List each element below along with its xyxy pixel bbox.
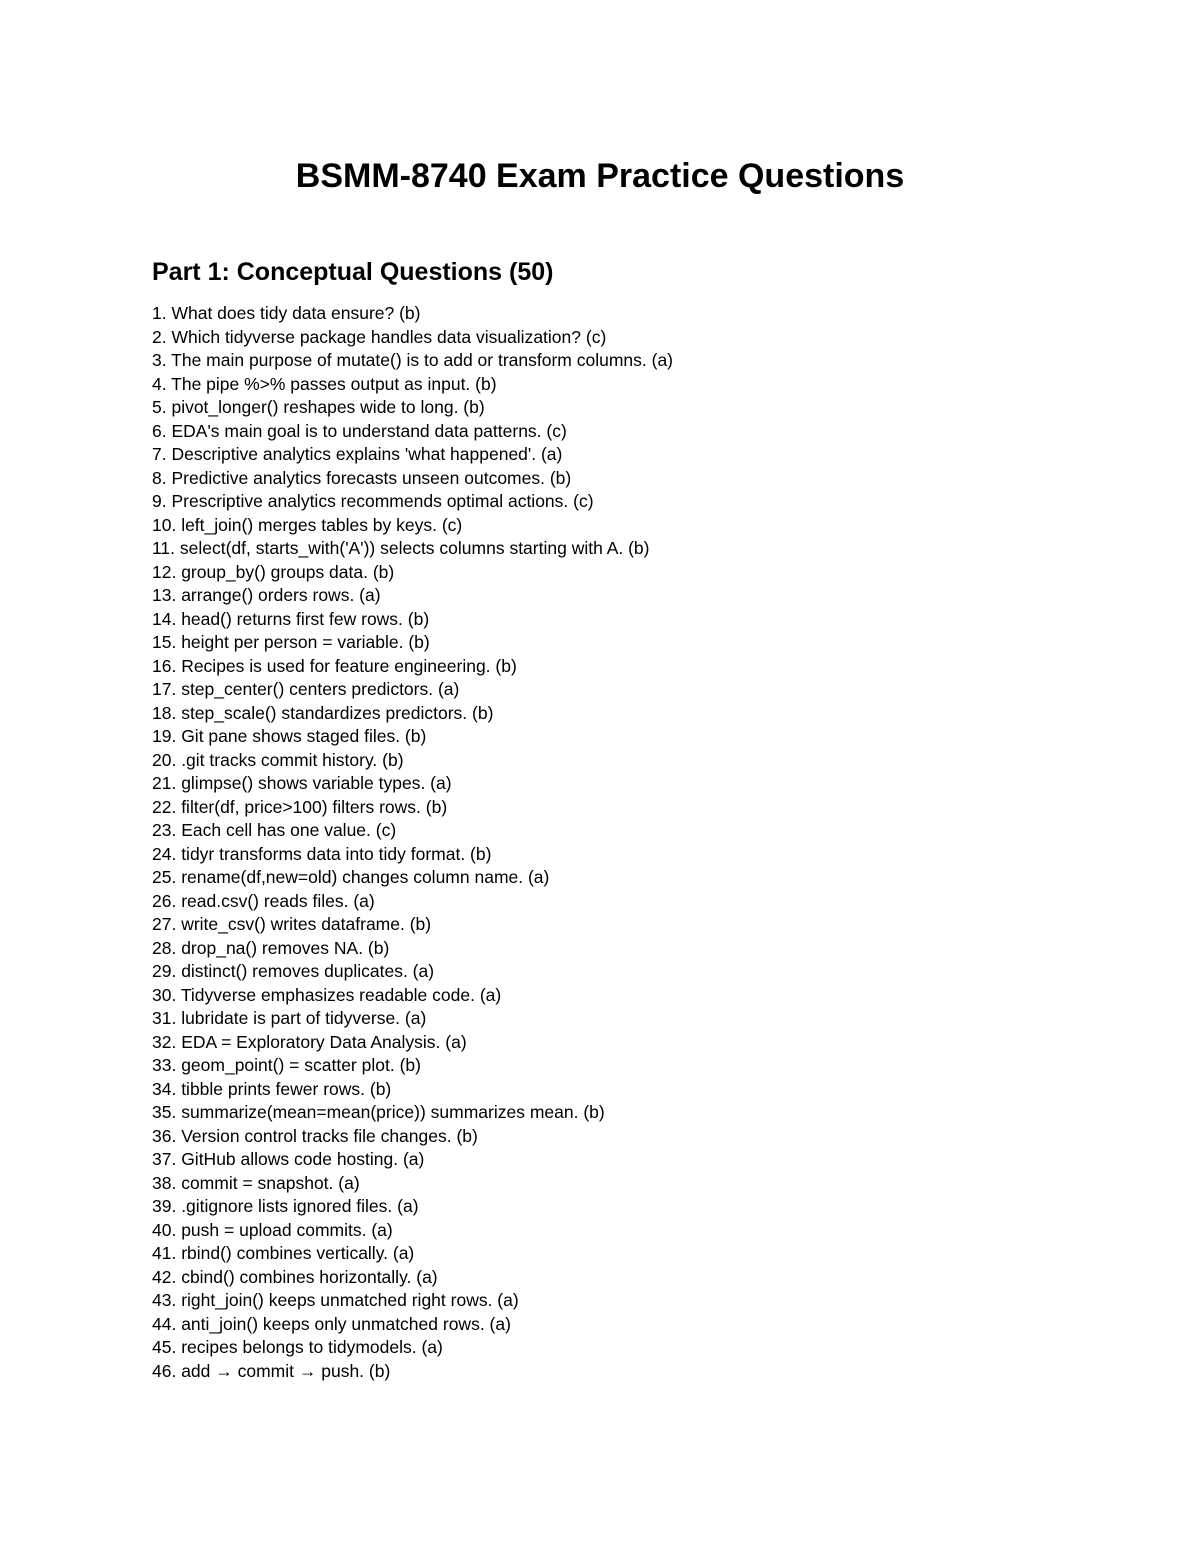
question-item: 18. step_scale() standardizes predictors. (b) [152,702,494,723]
question-item: 40. push = upload commits. (a) [152,1219,393,1240]
question-item: 17. step_center() centers predictors. (a) [152,679,460,699]
question-item: 1. What does tidy data ensure? (b) [152,303,421,323]
question-item: 24. tidyr transforms data into tidy format. (b) [152,843,492,864]
question-item: 45. recipes belongs to tidymodels. (a) [152,1337,443,1357]
question-item: 2. Which tidyverse package handles data visualization? (c) [152,326,607,347]
question-item: 44. anti_join() keeps only unmatched rows. (a) [152,1313,511,1334]
question-item: 6. EDA's main goal is to understand data patterns. (c) [152,420,567,441]
question-item: 42. cbind() combines horizontally. (a) [152,1266,438,1287]
question-item: 10. left_join() merges tables by keys. (c) [152,514,463,535]
question-item: 29. distinct() removes duplicates. (a) [152,961,435,981]
question-item: 11. select(df, starts_with('A')) selects columns starting with A. (b) [152,538,650,558]
question-item: 32. EDA = Exploratory Data Analysis. (a) [152,1031,467,1052]
question-item: 37. GitHub allows code hosting. (a) [152,1149,425,1169]
question-item: 5. pivot_longer() reshapes wide to long. (b) [152,397,485,417]
question-item: 28. drop_na() removes NA. (b) [152,937,390,958]
question-item: 41. rbind() combines vertically. (a) [152,1243,415,1263]
question-item: 31. lubridate is part of tidyverse. (a) [152,1008,427,1028]
question-item: 38. commit = snapshot. (a) [152,1172,360,1193]
question-item: 8. Predictive analytics forecasts unseen outcomes. (b) [152,467,572,488]
section-heading: Part 1: Conceptual Questions (50) [152,258,554,286]
question-item: 14. head() returns first few rows. (b) [152,608,430,629]
question-item: 16. Recipes is used for feature engineering. (b) [152,655,517,676]
question-item: 9. Prescriptive analytics recommends optimal actions. (c) [152,491,594,511]
question-item: 36. Version control tracks file changes. (b) [152,1125,478,1146]
question-list [152,302,1052,1383]
question-item: 12. group_by() groups data. (b) [152,561,395,582]
question-item: 27. write_csv() writes dataframe. (b) [152,914,432,934]
document-title: BSMM-8740 Exam Practice Questions [295,157,905,195]
question-item: 4. The pipe %>% passes output as input. (b) [152,373,497,394]
question-item: 35. summarize(mean=mean(price)) summarizes mean. (b) [152,1102,605,1122]
question-item: 26. read.csv() reads files. (a) [152,890,375,911]
question-item: 3. The main purpose of mutate() is to add or transform columns. (a) [152,350,674,370]
question-item: 39. .gitignore lists ignored files. (a) [152,1196,419,1216]
question-item: 25. rename(df,new=old) changes column name. (a) [152,867,550,887]
question-item: 46. add → commit → push. (b) [152,1360,391,1381]
question-item: 33. geom_point() = scatter plot. (b) [152,1055,421,1075]
question-item: 20. .git tracks commit history. (b) [152,749,404,770]
question-item: 13. arrange() orders rows. (a) [152,585,381,605]
question-item: 21. glimpse() shows variable types. (a) [152,773,452,793]
question-item: 22. filter(df, price>100) filters rows. (b) [152,796,448,817]
question-item: 15. height per person = variable. (b) [152,632,430,652]
question-item: 30. Tidyverse emphasizes readable code. (a) [152,984,502,1005]
question-item: 19. Git pane shows staged files. (b) [152,726,427,746]
question-item: 23. Each cell has one value. (c) [152,820,397,840]
question-item: 43. right_join() keeps unmatched right rows. (a) [152,1290,519,1310]
question-item: 7. Descriptive analytics explains 'what happened'. (a) [152,444,563,464]
question-item: 34. tibble prints fewer rows. (b) [152,1078,392,1099]
